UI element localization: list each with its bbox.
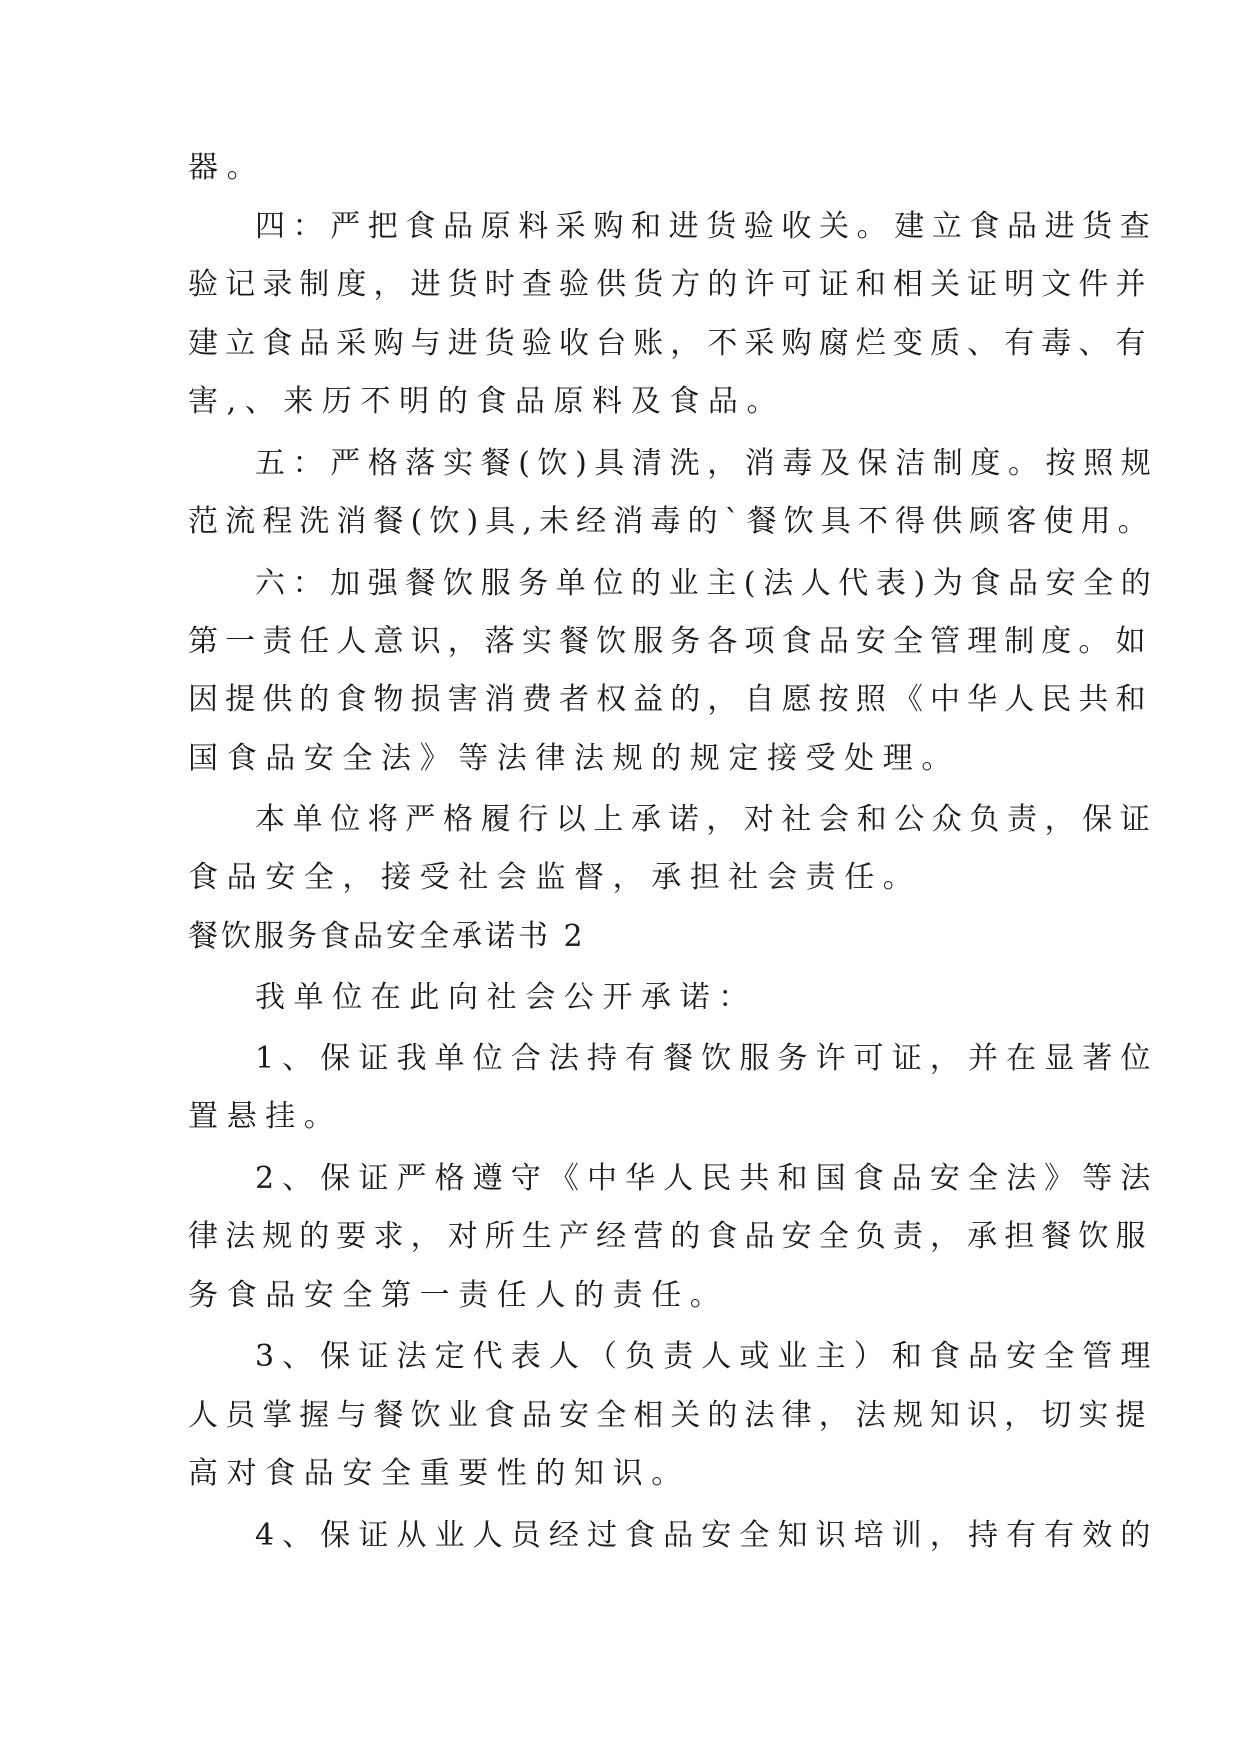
text-line: 1、保证我单位合法持有餐饮服务许可证，并在显著位 <box>255 1041 1159 1076</box>
text-line: 验记录制度，进货时查验供货方的许可证和相关证明文件并 <box>188 267 1153 302</box>
text-line: 第一责任人意识，落实餐饮服务各项食品安全管理制度。如 <box>188 624 1153 659</box>
text-line: 建立食品采购与进货验收台账，不采购腐烂变质、有毒、有 <box>188 326 1153 361</box>
text-line: 食品安全，接受社会监督，承担社会责任。 <box>188 860 922 895</box>
text-line: 害,、来历不明的食品原料及食品。 <box>188 384 786 419</box>
text-line: 器。 <box>188 150 266 185</box>
text-line: 高对食品安全重要性的知识。 <box>188 1456 690 1491</box>
text-line: 2、保证严格遵守《中华人民共和国食品安全法》等法 <box>255 1161 1159 1196</box>
text-line: 4、保证从业人员经过食品安全知识培训，持有有效的 <box>255 1518 1159 1553</box>
section-heading: 餐饮服务食品安全承诺书 2 <box>188 919 586 954</box>
text-line: 务食品安全第一责任人的责任。 <box>188 1278 729 1313</box>
text-line: 我单位在此向社会公开承诺： <box>255 980 757 1015</box>
text-line: 国食品安全法》等法律法规的规定接受处理。 <box>188 741 960 776</box>
text-line: 置悬挂。 <box>188 1099 343 1134</box>
text-line: 本单位将严格履行以上承诺，对社会和公众负责，保证 <box>255 802 1158 837</box>
text-line: 五：严格落实餐(饮)具清洗，消毒及保洁制度。按照规 <box>255 446 1159 481</box>
text-line: 因提供的食物损害消费者权益的，自愿按照《中华人民共和 <box>188 682 1153 717</box>
text-line: 四：严把食品原料采购和进货验收关。建立食品进货查 <box>255 209 1158 244</box>
text-line: 范流程洗消餐(饮)具,未经消毒的`餐饮具不得供顾客使用。 <box>188 504 1155 539</box>
text-line: 律法规的要求，对所生产经营的食品安全负责，承担餐饮服 <box>188 1219 1153 1254</box>
text-line: 人员掌握与餐饮业食品安全相关的法律，法规知识，切实提 <box>188 1398 1153 1433</box>
text-line: 六：加强餐饮服务单位的业主(法人代表)为食品安全的 <box>255 566 1159 601</box>
text-line: 3、保证法定代表人（负责人或业主）和食品安全管理 <box>255 1339 1159 1374</box>
